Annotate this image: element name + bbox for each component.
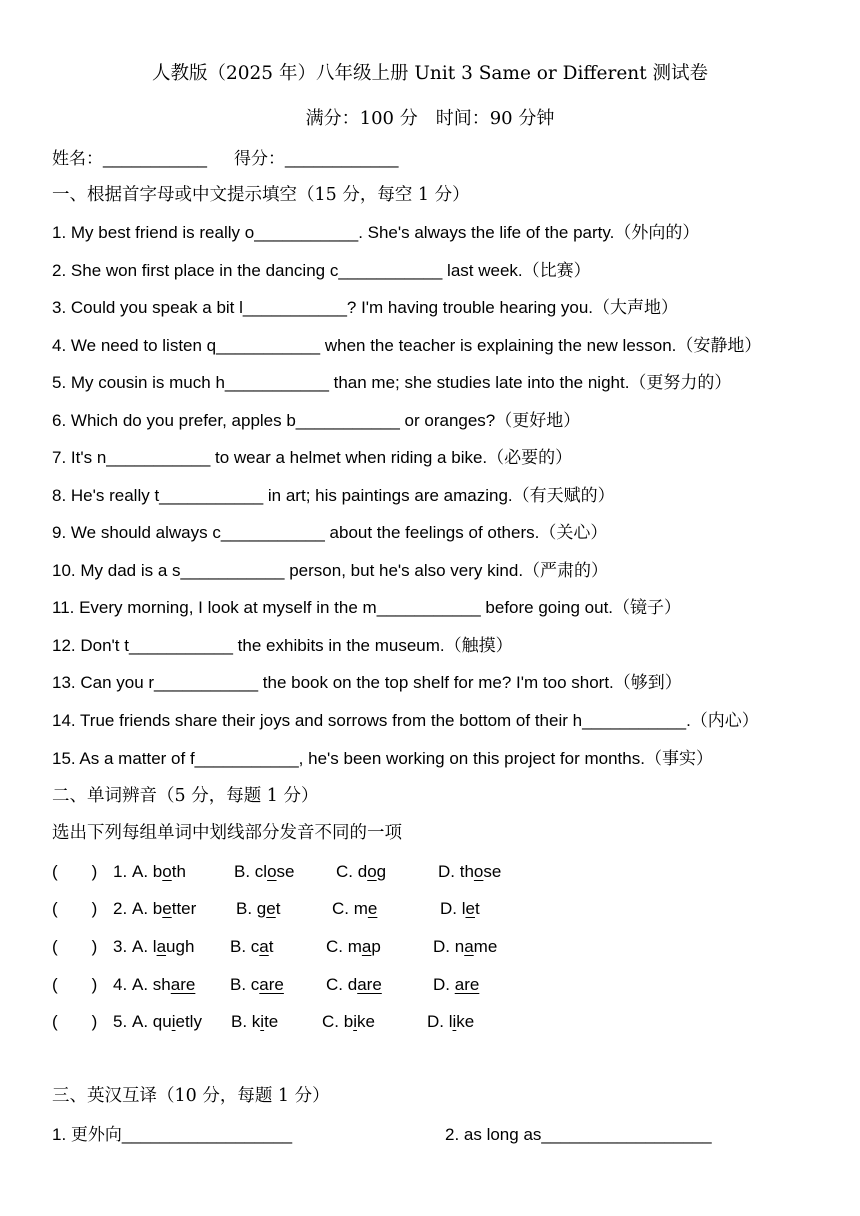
option-label: A. (132, 975, 149, 994)
word-part: t (474, 899, 480, 918)
word-part: l (448, 1012, 453, 1031)
fill-blank-question: 11. Every morning, I look at myself in the m___________ before going out.（镜子） (52, 598, 682, 617)
underlined-letters: i (452, 1012, 457, 1031)
word-part: c (250, 937, 260, 956)
underlined-letters: a (156, 937, 167, 956)
option-b (230, 974, 284, 996)
word-part: l (152, 937, 157, 956)
word-part: ugh (166, 937, 195, 956)
underlined-letters: e (162, 899, 172, 918)
word-part: se (276, 862, 295, 881)
word-part: c (250, 975, 260, 994)
underlined-letters: o (367, 862, 377, 881)
fill-blank-question: 13. Can you r___________ the book on the top shelf for me? I'm too short.（够到） (52, 673, 682, 692)
fill-blank-question: 6. Which do you prefer, apples b___________ or oranges?（更好地） (52, 411, 581, 430)
option-c (322, 1011, 375, 1033)
word-part: d (347, 975, 358, 994)
underlined-letters: o (473, 862, 484, 881)
page-title: 人教版（2025 年）八年级上册 Unit 3 Same or Different 测试卷 (151, 63, 709, 84)
option-d (433, 936, 497, 958)
fill-blank-question: 2. She won first place in the dancing c___________ last week.（比赛） (52, 261, 591, 280)
option-a (132, 861, 186, 883)
word-part: me (473, 937, 498, 956)
underlined-letters: are (259, 975, 284, 994)
option-label: D. (433, 975, 450, 994)
word-part: ke (456, 1012, 475, 1031)
word-part: d (357, 862, 368, 881)
option-c (332, 898, 377, 920)
option-a (132, 898, 196, 920)
option-label: C. (326, 975, 343, 994)
option-a (132, 1011, 202, 1033)
underlined-letters: a (464, 937, 474, 956)
answer-paren[interactable]: ( ) (52, 937, 98, 956)
option-label: C. (322, 1012, 339, 1031)
option-label: D. (427, 1012, 444, 1031)
option-b (230, 936, 274, 958)
underlined-letters: are (357, 975, 382, 994)
option-d (433, 974, 479, 996)
word-part: cl (254, 862, 268, 881)
word-part: se (483, 862, 502, 881)
underlined-letters: a (259, 937, 269, 956)
option-label: B. (230, 975, 247, 994)
section2-instruction: 选出下列每组单词中划线部分发音不同的一项 (52, 823, 402, 843)
underlined-letters: e (465, 899, 475, 918)
word-part: b (152, 899, 163, 918)
fill-blank-question: 4. We need to listen q___________ when the teacher is explaining the new lesson.（安静地） (52, 336, 762, 355)
option-label: D. (438, 862, 455, 881)
word-part: k (251, 1012, 261, 1031)
answer-paren[interactable]: ( ) (52, 1012, 98, 1031)
option-a (132, 936, 194, 958)
word-part: qu (152, 1012, 172, 1031)
answer-paren[interactable]: ( ) (52, 899, 98, 918)
question-number: 5. (113, 1012, 128, 1031)
word-part: th (459, 862, 474, 881)
option-a (132, 974, 195, 996)
underlined-letters: e (266, 899, 276, 918)
word-part: n (454, 937, 465, 956)
option-label: C. (326, 937, 343, 956)
option-label: B. (230, 937, 247, 956)
option-label: A. (132, 1012, 149, 1031)
translation-item-2: 2. as long as__________________ (445, 1125, 712, 1144)
option-d (440, 898, 480, 920)
question-number: 3. (113, 937, 128, 956)
fill-blank-question: 9. We should always c___________ about the feelings of others.（关心） (52, 523, 608, 542)
option-label: B. (236, 899, 253, 918)
question-number: 2. (113, 899, 128, 918)
score-field: 得分：____________ (234, 149, 399, 168)
option-label: C. (336, 862, 353, 881)
underlined-letters: i (353, 1012, 357, 1031)
underlined-letters: i (260, 1012, 265, 1031)
word-part: b (343, 1012, 354, 1031)
underlined-letters: o (162, 862, 172, 881)
word-part: b (152, 862, 163, 881)
section3-heading: 三、英汉互译（10 分，每题 1 分） (52, 1086, 330, 1106)
word-part: tter (171, 899, 197, 918)
word-part: etly (175, 1012, 202, 1031)
word-part: te (264, 1012, 279, 1031)
fill-blank-question: 5. My cousin is much h___________ than me; she studies late into the night.（更努力的） (52, 373, 732, 392)
word-part: g (376, 862, 387, 881)
underlined-letters: o (267, 862, 277, 881)
word-part: sh (152, 975, 171, 994)
option-label: A. (132, 862, 149, 881)
fill-blank-question: 7. It's n___________ to wear a helmet when riding a bike.（必要的） (52, 448, 573, 467)
fill-blank-question: 10. My dad is a s___________ person, but he's also very kind.（严肃的） (52, 561, 609, 580)
word-part: l (461, 899, 466, 918)
option-label: A. (132, 937, 149, 956)
option-c (326, 974, 382, 996)
question-number: 4. (113, 975, 128, 994)
section1-heading: 一、根据首字母或中文提示填空（15 分，每空 1 分） (52, 185, 470, 205)
answer-paren[interactable]: ( ) (52, 975, 98, 994)
option-b (236, 898, 280, 920)
section2-heading: 二、单词辨音（5 分，每题 1 分） (52, 786, 319, 806)
option-c (326, 936, 381, 958)
option-label: B. (234, 862, 251, 881)
underlined-letters: a (361, 937, 372, 956)
underlined-letters: are (454, 975, 480, 994)
option-label: B. (231, 1012, 248, 1031)
option-b (234, 861, 295, 883)
word-part: th (171, 862, 186, 881)
option-label: D. (433, 937, 450, 956)
underlined-letters: i (171, 1012, 176, 1031)
option-d (438, 861, 501, 883)
word-part: m (347, 937, 362, 956)
score-time-info: 满分：100 分 时间：90 分钟 (305, 108, 555, 129)
option-c (336, 861, 386, 883)
option-d (427, 1011, 474, 1033)
fill-blank-question: 8. He's really t___________ in art; his paintings are amazing.（有天赋的） (52, 486, 615, 505)
option-label: D. (440, 899, 457, 918)
question-number: 1. (113, 862, 128, 881)
option-b (231, 1011, 278, 1033)
underlined-letters: e (367, 899, 378, 918)
fill-blank-question: 15. As a matter of f___________, he's been working on this project for months.（事实） (52, 749, 713, 768)
fill-blank-question: 12. Don't t___________ the exhibits in the museum.（触摸） (52, 636, 513, 655)
translation-item-1: 1. 更外向__________________ (52, 1125, 293, 1144)
word-part: t (268, 937, 274, 956)
underlined-letters: are (170, 975, 196, 994)
answer-paren[interactable]: ( ) (52, 862, 98, 881)
option-label: C. (332, 899, 349, 918)
fill-blank-question: 1. My best friend is really o___________. She's always the life of the party.（外向的） (52, 223, 700, 242)
word-part: p (371, 937, 381, 956)
word-part: ke (356, 1012, 375, 1031)
name-field: 姓名：___________ (52, 149, 208, 168)
fill-blank-question: 14. True friends share their joys and sorrows from the bottom of their h___________.（内心） (52, 711, 759, 730)
fill-blank-question: 3. Could you speak a bit l___________? I'm having trouble hearing you.（大声地） (52, 298, 679, 317)
word-part: g (256, 899, 267, 918)
word-part: m (353, 899, 368, 918)
option-label: A. (132, 899, 149, 918)
word-part: t (275, 899, 281, 918)
